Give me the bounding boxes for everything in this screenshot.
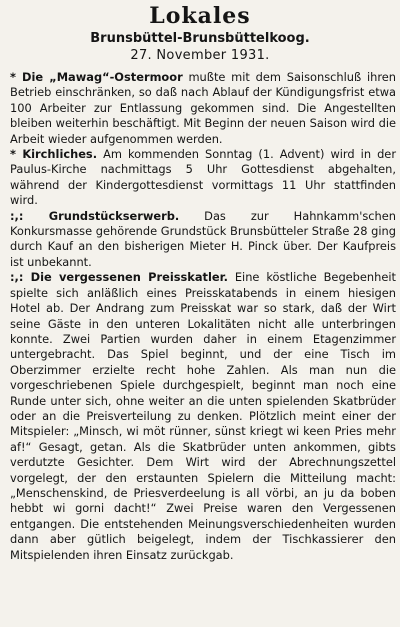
article-body: Am kommenden Sonntag (1. Advent) wird in der Paulus-Kirche nachmittags 5 Uhr Gottesdienst abgehalten, während der Kindergottesdienst vormittags 11 Uhr stattfinden wird. <box>10 147 396 208</box>
article-headline: * Die „Mawag“-Ostermoor <box>10 70 183 84</box>
dateline-date: 27. November 1931. <box>130 48 270 63</box>
article-headline: :,: Grundstückserwerb. <box>10 208 180 223</box>
article-mawag <box>4 70 396 147</box>
article-body: mußte mit dem Saisonschluß ihren Betrieb einschränken, so daß nach Ablauf der Kündigungsfrist etwa 100 Arbeiter zur Entlassung gekommen sind. Die Angestellten bleiben weiterhin beschäftigt. Mit Beginn der neuen Saison wird die Arbeit wieder aufgenommen werden. <box>10 70 396 146</box>
article-headline: * Kirchliches. <box>10 147 98 162</box>
article-preisskatler <box>4 270 396 563</box>
article-kirchliches <box>4 147 396 209</box>
dateline-place: Brunsbüttel-Brunsbüttelkoog. <box>90 31 310 46</box>
article-headline: :,: Die vergessenen Preisskatler. <box>10 270 228 285</box>
article-grundstueckserwerb <box>4 209 396 271</box>
section-masthead: Lokales <box>149 3 251 29</box>
article-body: Eine köstliche Begebenheit spielte sich anläßlich eines Preisskatabends in einem hiesigen Hotel ab. Der Andrang zum Preisskat war so stark, daß der Wirt seine Gäste in den unteren Lokalitäten nicht alle unterbringen konnte. Zwei Partien wurden daher in einem Etagenzimmer untergebracht. Das Spiel beginnt, und der eine Tisch im Oberzimmer erzielte recht hohe Zahlen. Als man nun die vorgeschriebenen Spiele durchgespielt, beginnt man noch eine Runde unter sich, ohne weiter an die unten spielenden Skatbrüder oder an die Preisverteilung zu denken. Plötzlich meint einer der Mitspieler: „Minsch, wi möt rünner, sünst kriegt wi keen Pries mehr af!“ Gesagt, getan. Als die Skatbrüder unten ankommen, gibts verdutzte Gesichter. Dem Wirt wird der Abrechnungszettel vorgelegt, der den erstaunten Spielern die Mitteilung macht: „Menschenskind, de Priesverdeelung is all vörbi, an ju da boben hebbt wi gorni dacht!“ Zwei Preise waren den Vergessenen entgangen. Die entstehenden Meinungsverschiedenheiten wurden dann aber gütlich beigelegt, indem der Tischkassierer den Mitspielenden ihren Einsatz zurückgab. <box>10 270 396 562</box>
article-body: Das zur Hahnkamm'schen Konkursmasse gehörende Grundstück Brunsbütteler Straße 28 ging durch Kauf an den bisherigen Mieter H. Pinck über. Der Kaufpreis ist unbekannt. <box>10 208 396 269</box>
